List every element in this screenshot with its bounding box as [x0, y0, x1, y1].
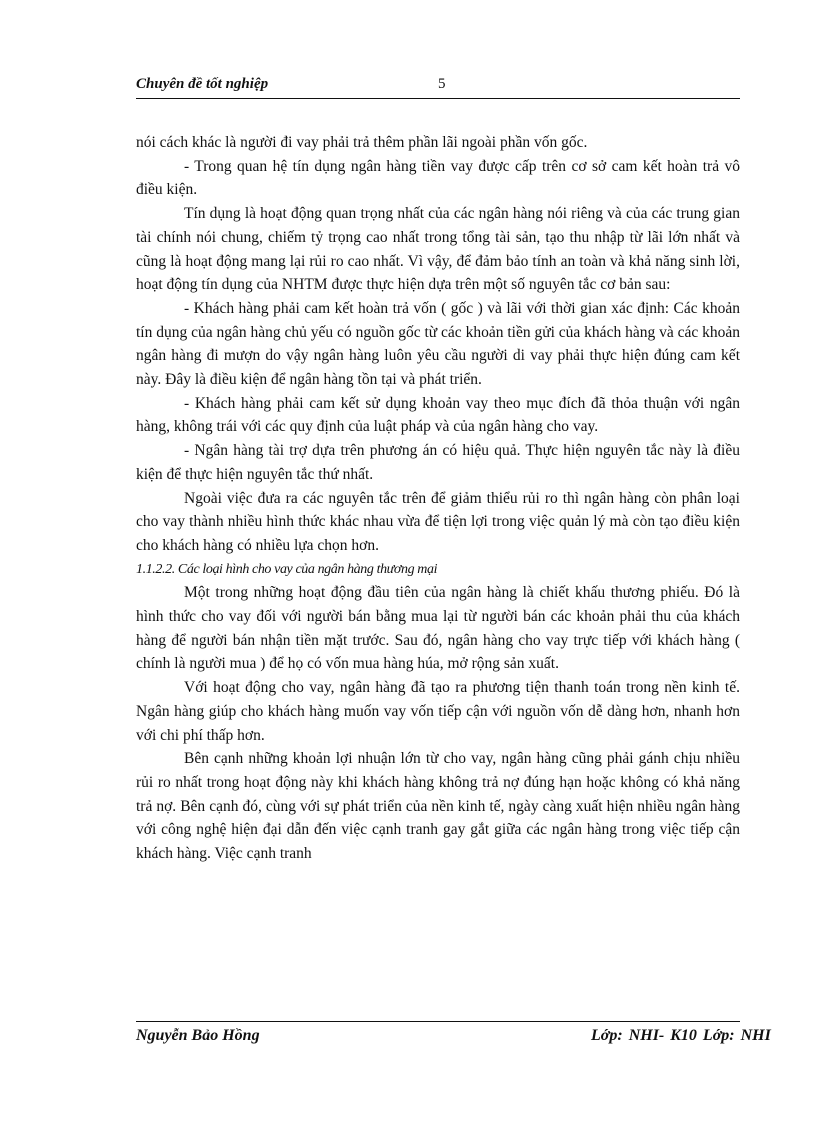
section-subheading: 1.1.2.2. Các loại hình cho vay của ngân hàng thương mại — [136, 561, 438, 577]
paragraph: - Khách hàng phải cam kết hoàn trả vốn ( gốc ) và lãi với thời gian xác định: Các khoản tín dụng của ngân hàng chủ yếu có nguồn gốc từ các khoản tiền gửi của khách hàng và các khoản ngân hàng đi mượn do vậy ngân hàng luôn yêu cầu người di vay phải thực hiện đúng cam kết này. Đây là điều kiện để ngân hàng tồn tại và phát triển. — [136, 299, 740, 389]
page-footer — [136, 1021, 816, 1051]
footer-class-label: Lớp: NHI- K10 Lớp: NHI — [591, 1027, 771, 1044]
paragraph: - Trong quan hệ tín dụng ngân hàng tiền vay được cấp trên cơ sở cam kết hoàn trả vô điều kiện. — [136, 157, 740, 199]
paragraph: Ngoài việc đưa ra các nguyên tắc trên để giảm thiểu rủi ro thì ngân hàng còn phân loại cho vay thành nhiều hình thức khác nhau vừa để tiện lợi trong việc quản lý mà còn tạo điều kiện cho khách hàng có nhiều lựa chọn hơn. — [136, 489, 740, 554]
paragraph: - Khách hàng phải cam kết sử dụng khoản vay theo mục đích đã thỏa thuận với ngân hàng, không trái với các quy định của luật pháp và của ngân hàng cho vay. — [136, 394, 740, 436]
paragraph: Bên cạnh những khoản lợi nhuận lớn từ cho vay, ngân hàng cũng phải gánh chịu nhiều rủi ro nhất trong hoạt động này khi khách hàng không trả nợ đúng hạn hoặc không có khả năng trả nợ. Bên cạnh đó, cùng với sự phát triển của nền kinh tế, ngày càng xuất hiện nhiều ngân hàng với công nghệ hiện đại dẫn đến việc cạnh tranh gay gắt giữa các ngân hàng trong việc tiếp cận khách hàng. Việc cạnh tranh — [136, 750, 740, 863]
paragraph: - Ngân hàng tài trợ dựa trên phương án có hiệu quả. Thực hiện nguyên tắc này là điều kiện để thực hiện nguyên tắc thứ nhất. — [136, 442, 740, 483]
paragraph: Tín dụng là hoạt động quan trọng nhất của các ngân hàng nói riêng và của các trung gian tài chính nói chung, chiếm tỷ trọng cao nhất trong tổng tài sản, tạo thu nhập từ lãi lớn nhất và cũng là hoạt động mang lại rủi ro cao nhất. Vì vậy, để đảm bảo tính an toàn và khả năng sinh lời, hoạt động tín dụng của NHTM được thực hiện dựa trên một số nguyên tắc cơ bản sau: — [136, 205, 740, 294]
document-body — [136, 131, 740, 866]
paragraph: nói cách khác là người đi vay phải trả thêm phần lãi ngoài phần vốn gốc. — [136, 134, 588, 151]
header-title: Chuyên đề tốt nghiệp — [136, 76, 269, 92]
paragraph: Một trong những hoạt động đầu tiên của ngân hàng là chiết khấu thương phiếu. Đó là hình thức cho vay đối với người bán bằng mua lại từ người bán các khoản phải thu của khách hàng để người bán nhận tiền mặt trước. Sau đó, ngân hàng cho vay trực tiếp với khách hàng ( chính là người mua ) để họ có vốn mua hàng húa, mở rộng sản xuất. — [136, 584, 740, 673]
page-number: 5 — [438, 76, 446, 92]
footer-author: Nguyễn Bảo Hồng — [136, 1027, 260, 1044]
paragraph: Với hoạt động cho vay, ngân hàng đã tạo ra phương tiện thanh toán trong nền kinh tế. Ngân hàng giúp cho khách hàng muốn vay vốn tiếp cận với nguồn vốn dễ dàng hơn, nhanh hơn với chi phí thấp hơn. — [136, 679, 740, 744]
footer-divider — [136, 1021, 740, 1022]
page-header — [136, 76, 740, 99]
